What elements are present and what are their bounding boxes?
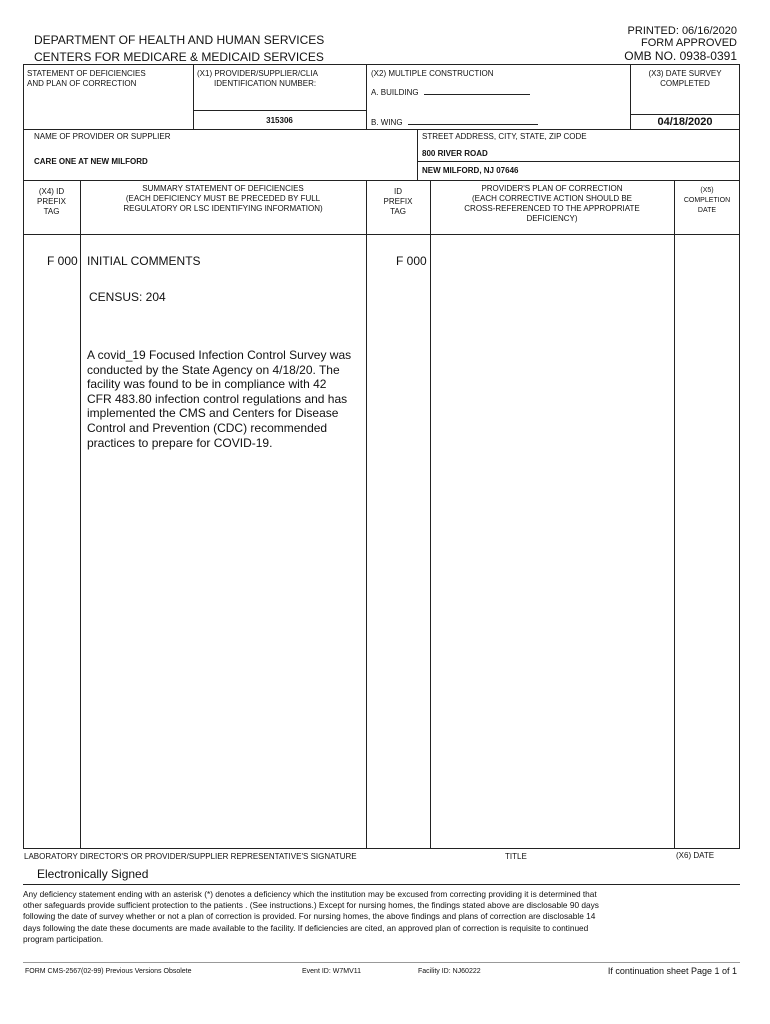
- frame-line-signature: [23, 848, 740, 849]
- divider-x1-value: [193, 110, 366, 111]
- deficiency-paragraph: [87, 348, 351, 450]
- paragraph-line: A covid_19 Focused Infection Control Survey was: [87, 348, 352, 362]
- x5-header-line3: DATE: [697, 207, 717, 214]
- disclaimer-line: Any deficiency statement ending with an asterisk (*) denotes a deficiency which the institution may be excused from correcting providing it is determined that: [23, 889, 597, 899]
- plan-header-line2: (EACH CORRECTIVE ACTION SHOULD BE: [471, 194, 633, 203]
- paragraph-line: CFR 483.80 infection control regulations and has: [87, 391, 348, 406]
- disclaimer-line: program participation.: [23, 933, 104, 944]
- building-field: [371, 85, 530, 98]
- census-text: CENSUS: 204: [89, 290, 166, 304]
- x5-header: [674, 186, 740, 216]
- x1-label: [197, 69, 318, 89]
- signature-label: LABORATORY DIRECTOR'S OR PROVIDER/SUPPLIER REPRESENTATIVE'S SIGNATURE: [24, 852, 357, 861]
- provider-name-label: NAME OF PROVIDER OR SUPPLIER: [34, 132, 171, 141]
- continuation-sheet: If continuation sheet Page 1 of 1: [607, 966, 737, 976]
- x4-header-line2: PREFIX: [37, 197, 66, 206]
- divider-address: [417, 129, 418, 180]
- wing-label: B. WING: [371, 118, 403, 127]
- disclaimer-line: other safeguards provide sufficient protection to the patients . (See instructions.) Except for nursing homes, the findings stated above are disclosable 90 days: [23, 900, 599, 911]
- plan-header-line3: CROSS-REFERENCED TO THE APPROPRIATE: [464, 204, 640, 213]
- col-divider-1: [80, 180, 81, 848]
- col-divider-4: [674, 180, 675, 848]
- frame-right-edge: [739, 64, 740, 848]
- initial-comments-title: INITIAL COMMENTS: [87, 254, 201, 268]
- agency-title: CENTERS FOR MEDICARE & MEDICAID SERVICES: [34, 50, 324, 64]
- x3-label-line2: COMPLETED: [660, 79, 710, 88]
- frame-left-edge: [23, 64, 24, 848]
- survey-completed-date: 04/18/2020: [657, 116, 713, 128]
- paragraph-line: facility was found to be in compliance with 42: [87, 377, 327, 392]
- divider-x3-value: [630, 114, 740, 115]
- frame-line-provider: [23, 129, 740, 130]
- footer-divider: [23, 962, 740, 963]
- x3-label-line1: (X3) DATE SURVEY: [648, 69, 722, 78]
- provider-name: CARE ONE AT NEW MILFORD: [34, 157, 148, 166]
- x4-header-line1: (X4) ID: [38, 187, 65, 196]
- frame-top-line: [23, 64, 740, 65]
- department-title: DEPARTMENT OF HEALTH AND HUMAN SERVICES: [34, 33, 325, 47]
- x2-label: (X2) MULTIPLE CONSTRUCTION: [371, 69, 494, 78]
- provider-id-number: 315306: [266, 116, 293, 125]
- x4-header: [23, 187, 80, 217]
- divider-x2: [366, 64, 367, 129]
- paragraph-line: Control and Prevention (CDC) recommended: [87, 420, 328, 435]
- id-header-line2: PREFIX: [383, 197, 413, 206]
- x1-label-line2: IDENTIFICATION NUMBER:: [214, 79, 317, 88]
- statement-label: [27, 69, 146, 89]
- statement-label-line2: AND PLAN OF CORRECTION: [27, 79, 137, 88]
- city-state-zip: NEW MILFORD, NJ 07646: [422, 166, 519, 175]
- title-label: TITLE: [505, 852, 527, 861]
- omb-number: OMB NO. 0938-0391: [624, 49, 737, 63]
- statement-label-line1: STATEMENT OF DEFICIENCIES: [27, 69, 146, 78]
- x4-header-line3: TAG: [43, 207, 60, 216]
- printed-date: PRINTED: 06/16/2020: [627, 25, 737, 37]
- paragraph-line: conducted by the State Agency on 4/18/20. The: [87, 362, 340, 377]
- frame-line-body: [23, 234, 740, 235]
- x5-header-line2: COMPLETION: [683, 197, 731, 204]
- summary-header: [80, 184, 366, 214]
- x6-date-label: (X6) DATE: [676, 851, 715, 860]
- wing-field: [371, 115, 538, 128]
- frame-line-columns: [23, 180, 740, 181]
- prefix-tag-left: F 000: [47, 254, 78, 268]
- x5-header-line1: (X5): [700, 187, 714, 194]
- plan-header-line4: DEFICIENCY): [526, 214, 578, 223]
- wing-underline: [408, 115, 538, 125]
- prefix-tag-right: F 000: [396, 254, 427, 268]
- disclaimer-text: [23, 889, 599, 945]
- x1-label-line1: (X1) PROVIDER/SUPPLIER/CLIA: [197, 69, 318, 78]
- id-header: [366, 187, 430, 217]
- paragraph-line: implemented the CMS and Centers for Disease: [87, 406, 339, 421]
- col-divider-3: [430, 180, 431, 848]
- disclaimer-line: days following the date these documents are made available to the facility. If deficiencies are cited, an approved plan of correction is requisite to continued: [23, 922, 589, 933]
- col-divider-2: [366, 180, 367, 848]
- plan-header: [430, 184, 674, 224]
- summary-header-line1: SUMMARY STATEMENT OF DEFICIENCIES: [142, 184, 304, 193]
- plan-header-line1: PROVIDER'S PLAN OF CORRECTION: [481, 184, 623, 193]
- electronic-signature: Electronically Signed: [37, 867, 149, 881]
- id-header-line3: TAG: [390, 207, 406, 216]
- summary-header-line2: (EACH DEFICIENCY MUST BE PRECEDED BY FULL: [125, 194, 321, 203]
- form-approved: FORM APPROVED: [641, 37, 737, 49]
- facility-id: Facility ID: NJ60222: [418, 968, 481, 975]
- paragraph-line: practices to prepare for COVID-19.: [87, 435, 273, 450]
- signature-line: [23, 884, 740, 885]
- disclaimer-line: following the date of survey whether or not a plan of correction is provided. For nursing homes, the above findings and plans of correction are disclosable 14: [23, 911, 596, 922]
- x3-label: [630, 69, 740, 89]
- building-underline: [424, 85, 530, 95]
- summary-header-line3: REGULATORY OR LSC IDENTIFYING INFORMATION): [123, 204, 323, 213]
- building-label: A. BUILDING: [371, 88, 419, 97]
- id-header-line1: ID: [394, 187, 402, 196]
- event-id: Event ID: W7MV11: [302, 968, 362, 975]
- divider-street: [417, 161, 740, 162]
- form-number: FORM CMS-2567(02-99) Previous Versions Obsolete: [25, 968, 192, 975]
- address-label: STREET ADDRESS, CITY, STATE, ZIP CODE: [422, 132, 587, 141]
- street-address: 800 RIVER ROAD: [422, 149, 488, 158]
